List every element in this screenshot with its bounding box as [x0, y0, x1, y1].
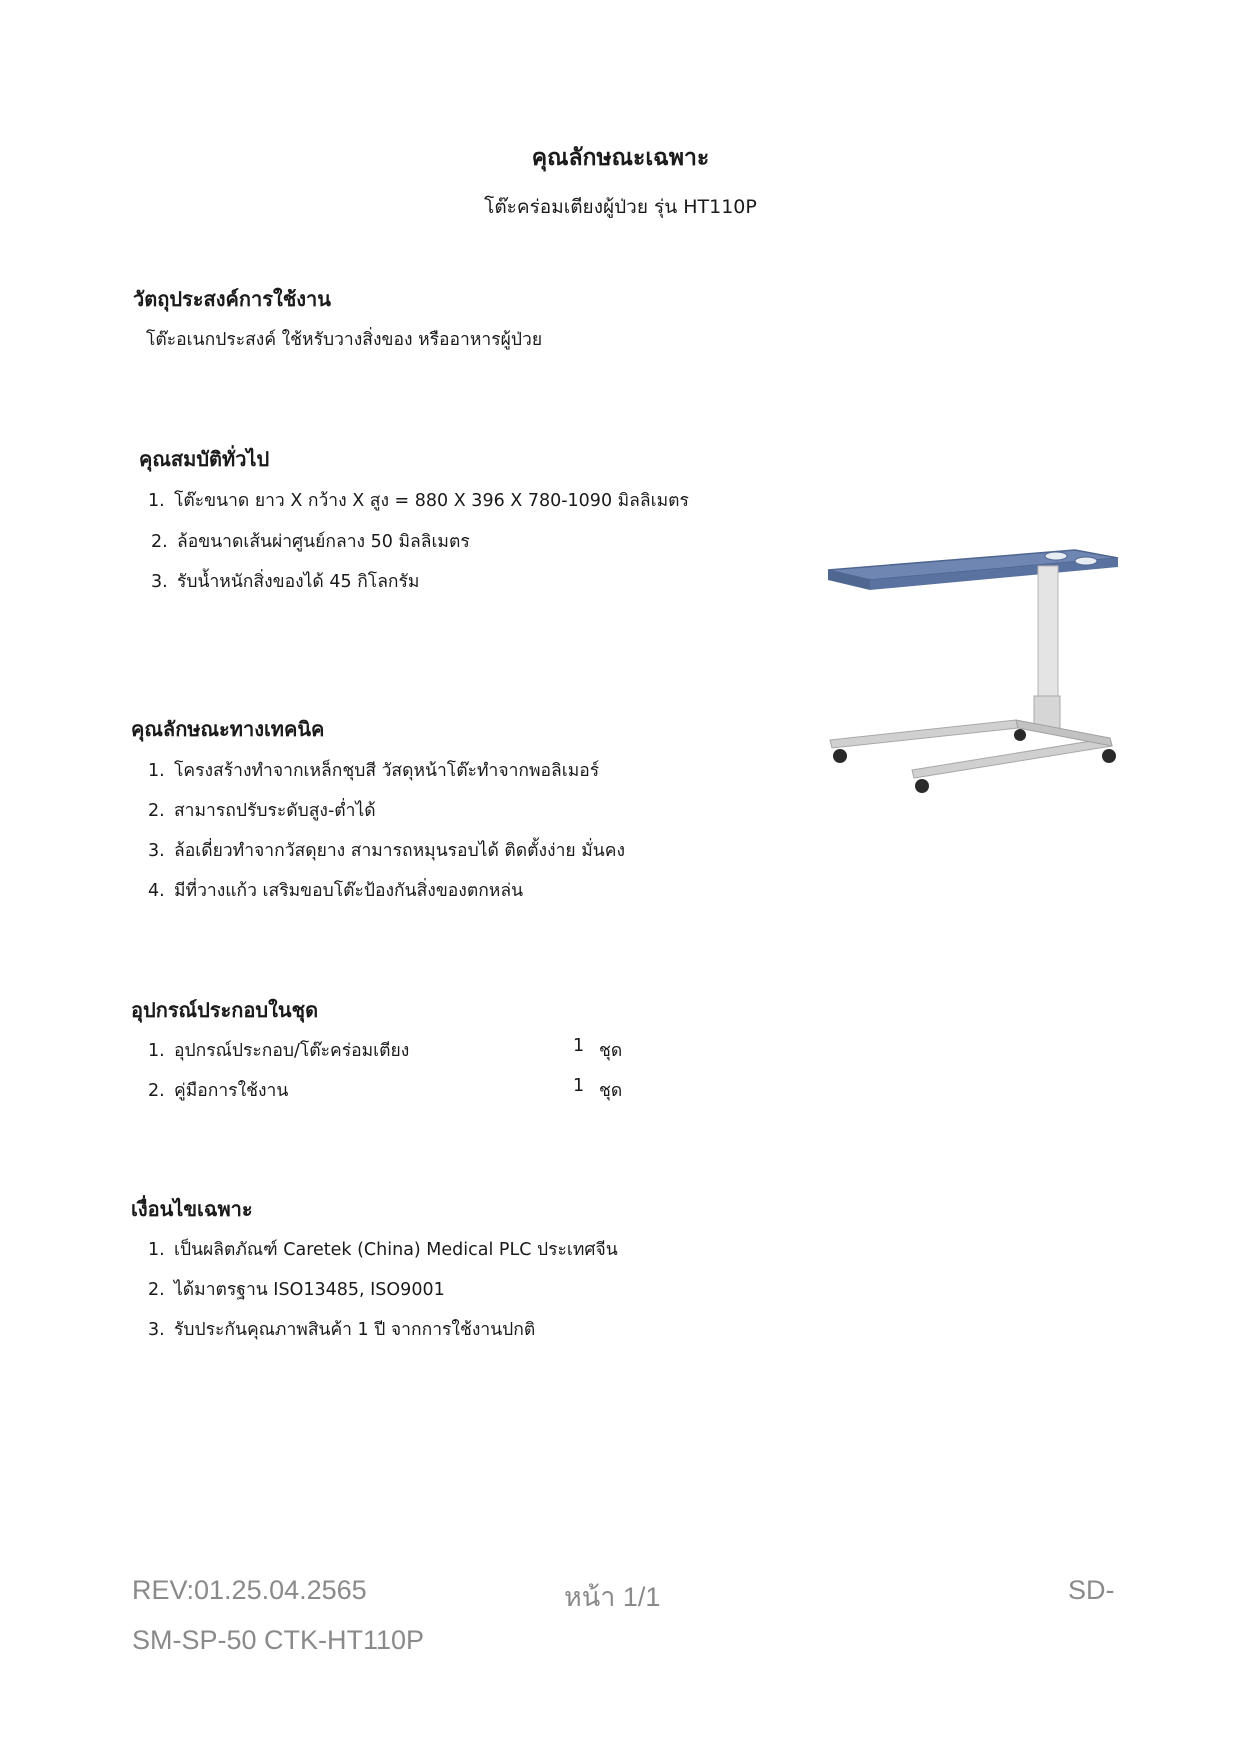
- footer-revision: REV:01.25.04.2565: [132, 1575, 367, 1605]
- technical-item: [148, 796, 376, 824]
- item-text: คู่มือการใช้งาน: [174, 1081, 289, 1101]
- item-text: รับประกันคุณภาพสินค้า 1 ปี จากการใช้งานปกติ: [174, 1320, 536, 1340]
- item-number: 4.: [148, 881, 165, 901]
- item-text: โต๊ะขนาด ยาว X กว้าง X สูง = 880 X 396 X 780-1090 มิลลิเมตร: [174, 491, 689, 511]
- accessory-unit: ชุด: [599, 1081, 623, 1101]
- caster-wheel: [833, 749, 847, 763]
- technical-item: [148, 876, 523, 904]
- item-text: ล้อขนาดเส้นผ่าศูนย์กลาง 50 มิลลิเมตร: [177, 532, 470, 552]
- caster-wheel: [915, 779, 929, 793]
- footer-page-number: หน้า 1/1: [564, 1582, 661, 1612]
- accessory-qty: 1: [573, 1036, 585, 1056]
- item-number: 2.: [151, 532, 168, 552]
- base-rear-bar: [830, 720, 1018, 748]
- item-number: 1.: [148, 1041, 165, 1061]
- accessories-heading: อุปกรณ์ประกอบในชุด: [131, 998, 319, 1022]
- item-number: 1.: [148, 491, 165, 511]
- condition-item: [148, 1235, 618, 1263]
- cup-holder: [1045, 552, 1067, 560]
- technical-heading: คุณลักษณะทางเทคนิค: [131, 717, 325, 741]
- purpose-heading: วัตถุประสงค์การใช้งาน: [133, 287, 331, 311]
- item-text: มีที่วางแก้ว เสริมขอบโต๊ะป้องกันสิ่งของตกหล่น: [174, 881, 524, 901]
- accessory-item: [148, 1076, 288, 1104]
- item-number: 1.: [148, 1240, 165, 1260]
- page-subtitle: โต๊ะคร่อมเตียงผู้ป่วย รุ่น HT110P: [484, 196, 757, 218]
- technical-item: [148, 836, 625, 864]
- general-item: [148, 486, 689, 514]
- item-text: โครงสร้างทำจากเหล็กชุบสี วัสดุหน้าโต๊ะทำจากพอลิเมอร์: [174, 761, 600, 781]
- footer-doc-code-start: SD-: [1068, 1575, 1115, 1605]
- item-number: 2.: [148, 1280, 165, 1300]
- item-text: ได้มาตรฐาน ISO13485, ISO9001: [174, 1280, 445, 1300]
- item-text: สามารถปรับระดับสูง-ต่ำได้: [174, 801, 376, 821]
- caster-wheel: [1102, 749, 1116, 763]
- technical-item: [148, 756, 599, 784]
- item-number: 3.: [151, 572, 168, 592]
- general-item: [151, 567, 419, 595]
- accessory-unit: ชุด: [599, 1041, 623, 1061]
- general-item: [151, 527, 470, 555]
- cup-holder: [1075, 557, 1097, 565]
- item-text: ล้อเดี่ยวทำจากวัสดุยาง สามารถหมุนรอบได้ ติดตั้งง่าย มั่นคง: [174, 841, 625, 861]
- item-text: รับน้ำหนักสิ่งของได้ 45 กิโลกรัม: [177, 572, 420, 592]
- table-column: [1038, 566, 1058, 696]
- item-number: 3.: [148, 841, 165, 861]
- item-number: 1.: [148, 761, 165, 781]
- item-text: เป็นผลิตภัณฑ์ Caretek (China) Medical PLC ประเทศจีน: [174, 1240, 618, 1260]
- overbed-table-image: [820, 530, 1140, 860]
- accessory-qty: 1: [573, 1076, 585, 1096]
- purpose-text: โต๊ะอเนกประสงค์ ใช้หรับวางสิ่งของ หรืออาหารผู้ป่วย: [146, 330, 543, 350]
- condition-item: [148, 1315, 535, 1343]
- base-front-bar: [912, 738, 1112, 778]
- accessory-item: [148, 1036, 409, 1064]
- page-title: คุณลักษณะเฉพาะ: [531, 145, 710, 171]
- item-number: 2.: [148, 801, 165, 821]
- base-cross-bar: [1016, 720, 1112, 746]
- conditions-heading: เงื่อนไขเฉพาะ: [131, 1197, 253, 1221]
- condition-item: [148, 1275, 445, 1303]
- item-text: อุปกรณ์ประกอบ/โต๊ะคร่อมเตียง: [174, 1041, 410, 1061]
- caster-wheel: [1014, 729, 1026, 741]
- item-number: 3.: [148, 1320, 165, 1340]
- item-number: 2.: [148, 1081, 165, 1101]
- general-heading: คุณสมบัติทั่วไป: [139, 447, 270, 471]
- footer-doc-code-end: SM-SP-50 CTK-HT110P: [132, 1625, 425, 1655]
